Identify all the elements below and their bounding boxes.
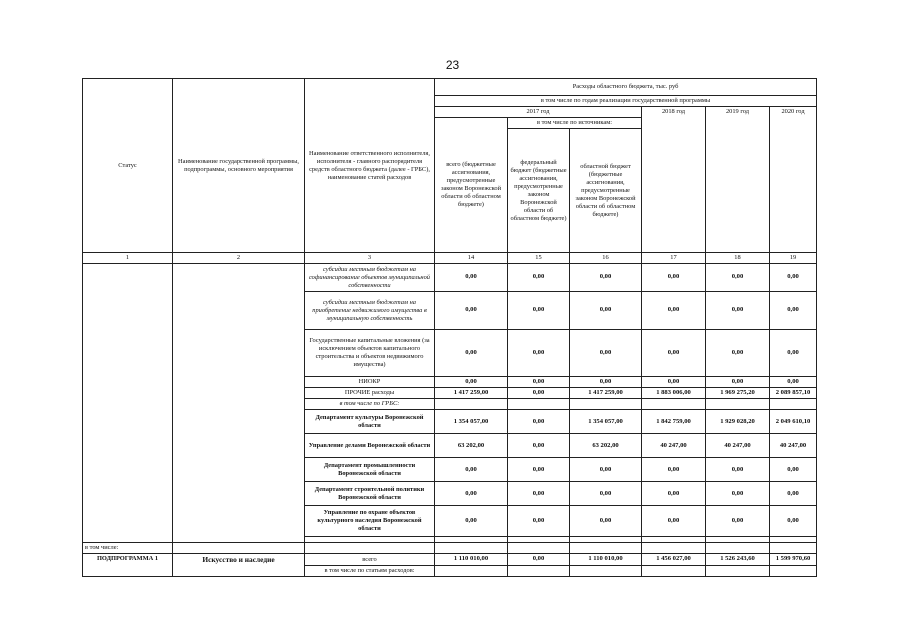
cell-value: 0,00	[770, 264, 817, 292]
in-that-number-label: в том числе:	[83, 543, 173, 554]
cell-value: 0,00	[570, 506, 642, 537]
cell-value: 0,00	[706, 264, 770, 292]
empty-status-cell	[83, 264, 173, 543]
cell-value: 0,00	[508, 377, 570, 388]
cell-value: 0,00	[508, 458, 570, 482]
cell-value: 1 969 275,20	[706, 388, 770, 399]
empty-cell	[770, 543, 817, 554]
column-number: 3	[305, 253, 435, 264]
cell-value: 0,00	[770, 292, 817, 330]
federal-column-header: федеральный бюджет (бюджетные ассигнования, предусмотренные законом Воронежской области об областном бюджете)	[508, 129, 570, 253]
cell-value: 0,00	[435, 330, 508, 377]
row-label: Департамент культуры Воронежской области	[305, 410, 435, 434]
page-number: 23	[445, 58, 460, 72]
cell-value: 0,00	[642, 264, 706, 292]
cell-value	[508, 399, 570, 410]
cell-value: 1 883 006,00	[642, 388, 706, 399]
column-number: 15	[508, 253, 570, 264]
cell-value	[435, 399, 508, 410]
cell-value	[642, 399, 706, 410]
cell-value: 0,00	[570, 377, 642, 388]
row-label: субсидии местным бюджетам на софинансирование объектов муниципальной собственности	[305, 264, 435, 292]
cell-value: 2 089 857,10	[770, 388, 817, 399]
table-row	[83, 264, 817, 292]
cell-value: 1 599 970,60	[770, 554, 817, 565]
column-number: 19	[770, 253, 817, 264]
cell-value: 0,00	[508, 264, 570, 292]
year-2017-header: 2017 год	[435, 107, 642, 118]
cell-value: 0,00	[435, 292, 508, 330]
row-label: Департамент строительной политики Воронежской области	[305, 482, 435, 506]
expenses-title-header: Расходы областного бюджета, тыс. руб	[435, 79, 817, 96]
empty-cell	[770, 565, 817, 576]
cell-value: 0,00	[706, 330, 770, 377]
cell-value: 0,00	[435, 506, 508, 537]
row-label: Управление делами Воронежской области	[305, 434, 435, 458]
cell-value: 0,00	[435, 264, 508, 292]
cell-value: 0,00	[770, 330, 817, 377]
cell-value: 0,00	[706, 292, 770, 330]
cell-value: 63 202,00	[570, 434, 642, 458]
row-label: субсидии местным бюджетам на приобретение недвижимого имущества в муниципальную собственность	[305, 292, 435, 330]
cell-value: 0,00	[508, 330, 570, 377]
year-2020-header: 2020 год	[770, 107, 817, 253]
empty-cell	[706, 543, 770, 554]
status-header: Статус	[83, 79, 173, 253]
empty-cell	[642, 565, 706, 576]
cell-value: 2 049 610,10	[770, 410, 817, 434]
cell-value: 1 417 259,00	[570, 388, 642, 399]
subprogram-name: Искусство и наследие	[173, 554, 305, 576]
cell-value: 40 247,00	[642, 434, 706, 458]
cell-value: 0,00	[570, 330, 642, 377]
cell-value: 0,00	[642, 482, 706, 506]
cell-value: 0,00	[642, 292, 706, 330]
cell-value: 1 354 057,00	[570, 410, 642, 434]
in-that-number-row	[83, 543, 817, 554]
subprogram-row	[83, 554, 817, 565]
empty-cell	[642, 543, 706, 554]
cell-value: 0,00	[770, 458, 817, 482]
cell-value: 0,00	[508, 434, 570, 458]
year-2018-header: 2018 год	[642, 107, 706, 253]
cell-value: 0,00	[642, 458, 706, 482]
cell-value: 0,00	[642, 506, 706, 537]
cell-value: 0,00	[570, 482, 642, 506]
cell-value: 0,00	[642, 330, 706, 377]
cell-value	[706, 399, 770, 410]
cell-value: 0,00	[570, 292, 642, 330]
empty-cell	[173, 543, 305, 554]
column-number: 2	[173, 253, 305, 264]
cell-value: 0,00	[570, 458, 642, 482]
row-label: Государственные капитальные вложения (за исключением объектов капитального строительства и объектов недвижимого имущества)	[305, 330, 435, 377]
cell-value: 0,00	[770, 377, 817, 388]
empty-cell	[570, 565, 642, 576]
row-label: ПРОЧИЕ расходы	[305, 388, 435, 399]
cell-value: 1 110 010,00	[435, 554, 508, 565]
column-number: 1	[83, 253, 173, 264]
cell-value: 63 202,00	[435, 434, 508, 458]
cell-value: 1 526 243,60	[706, 554, 770, 565]
row-label: в том числе по ГРБС:	[305, 399, 435, 410]
column-numbers-row	[83, 253, 817, 264]
cell-value: 0,00	[508, 482, 570, 506]
cell-value: 0,00	[435, 377, 508, 388]
cell-value: 0,00	[706, 458, 770, 482]
by-years-header: в том числе по годам реализации государственной программы	[435, 96, 817, 107]
cell-value: 1 417 259,00	[435, 388, 508, 399]
row-label: в том числе по статьям расходов:	[305, 565, 435, 576]
cell-value: 0,00	[706, 482, 770, 506]
cell-value: 0,00	[508, 292, 570, 330]
cell-value: 0,00	[770, 506, 817, 537]
empty-cell	[435, 543, 508, 554]
empty-cell	[570, 543, 642, 554]
cell-value	[770, 399, 817, 410]
cell-value: 0,00	[706, 377, 770, 388]
empty-cell	[706, 565, 770, 576]
cell-value: 0,00	[508, 506, 570, 537]
cell-value: 0,00	[706, 506, 770, 537]
regional-column-header: областной бюджет (бюджетные ассигнования, предусмотренные законом Воронежской области об областном бюджете)	[570, 129, 642, 253]
cell-value: 40 247,00	[770, 434, 817, 458]
year-2019-header: 2019 год	[706, 107, 770, 253]
cell-value: 0,00	[570, 264, 642, 292]
row-label: Департамент промышленности Воронежской области	[305, 458, 435, 482]
row-label: Управление по охране объектов культурного наследия Воронежской области	[305, 506, 435, 537]
column-number: 17	[642, 253, 706, 264]
cell-value: 1 110 010,00	[570, 554, 642, 565]
empty-cell	[508, 543, 570, 554]
cell-value: 1 842 759,00	[642, 410, 706, 434]
column-number: 16	[570, 253, 642, 264]
executor-header: Наименование ответственного исполнителя, исполнителя - главного распорядителя средств областного бюджета (далее - ГРБС), наименование статей расходов	[305, 79, 435, 253]
column-number: 18	[706, 253, 770, 264]
total-column-header: всего (бюджетные ассигнования, предусмотренные законом Воронежской области об областном бюджете)	[435, 118, 508, 253]
cell-value: 0,00	[435, 482, 508, 506]
empty-cell	[435, 565, 508, 576]
cell-value: 0,00	[508, 554, 570, 565]
cell-value: 0,00	[508, 410, 570, 434]
cell-value: 0,00	[770, 482, 817, 506]
cell-value: 0,00	[642, 377, 706, 388]
cell-value: 1 354 057,00	[435, 410, 508, 434]
column-number: 14	[435, 253, 508, 264]
header-row-1	[83, 79, 817, 96]
cell-value: 40 247,00	[706, 434, 770, 458]
program-name-header: Наименование государственной программы, подпрограммы, основного мероприятия	[173, 79, 305, 253]
budget-table	[82, 78, 817, 577]
cell-value	[570, 399, 642, 410]
cell-value: 1 456 027,00	[642, 554, 706, 565]
subprogram-status: ПОДПРОГРАММА 1	[83, 554, 173, 576]
cell-value: 0,00	[508, 388, 570, 399]
empty-name-cell	[173, 264, 305, 543]
row-label: всего	[305, 554, 435, 565]
row-label: НИОКР	[305, 377, 435, 388]
cell-value: 1 929 028,20	[706, 410, 770, 434]
by-sources-header: в том числе по источникам:	[508, 118, 642, 129]
empty-cell	[508, 565, 570, 576]
empty-cell	[305, 543, 435, 554]
cell-value: 0,00	[435, 458, 508, 482]
